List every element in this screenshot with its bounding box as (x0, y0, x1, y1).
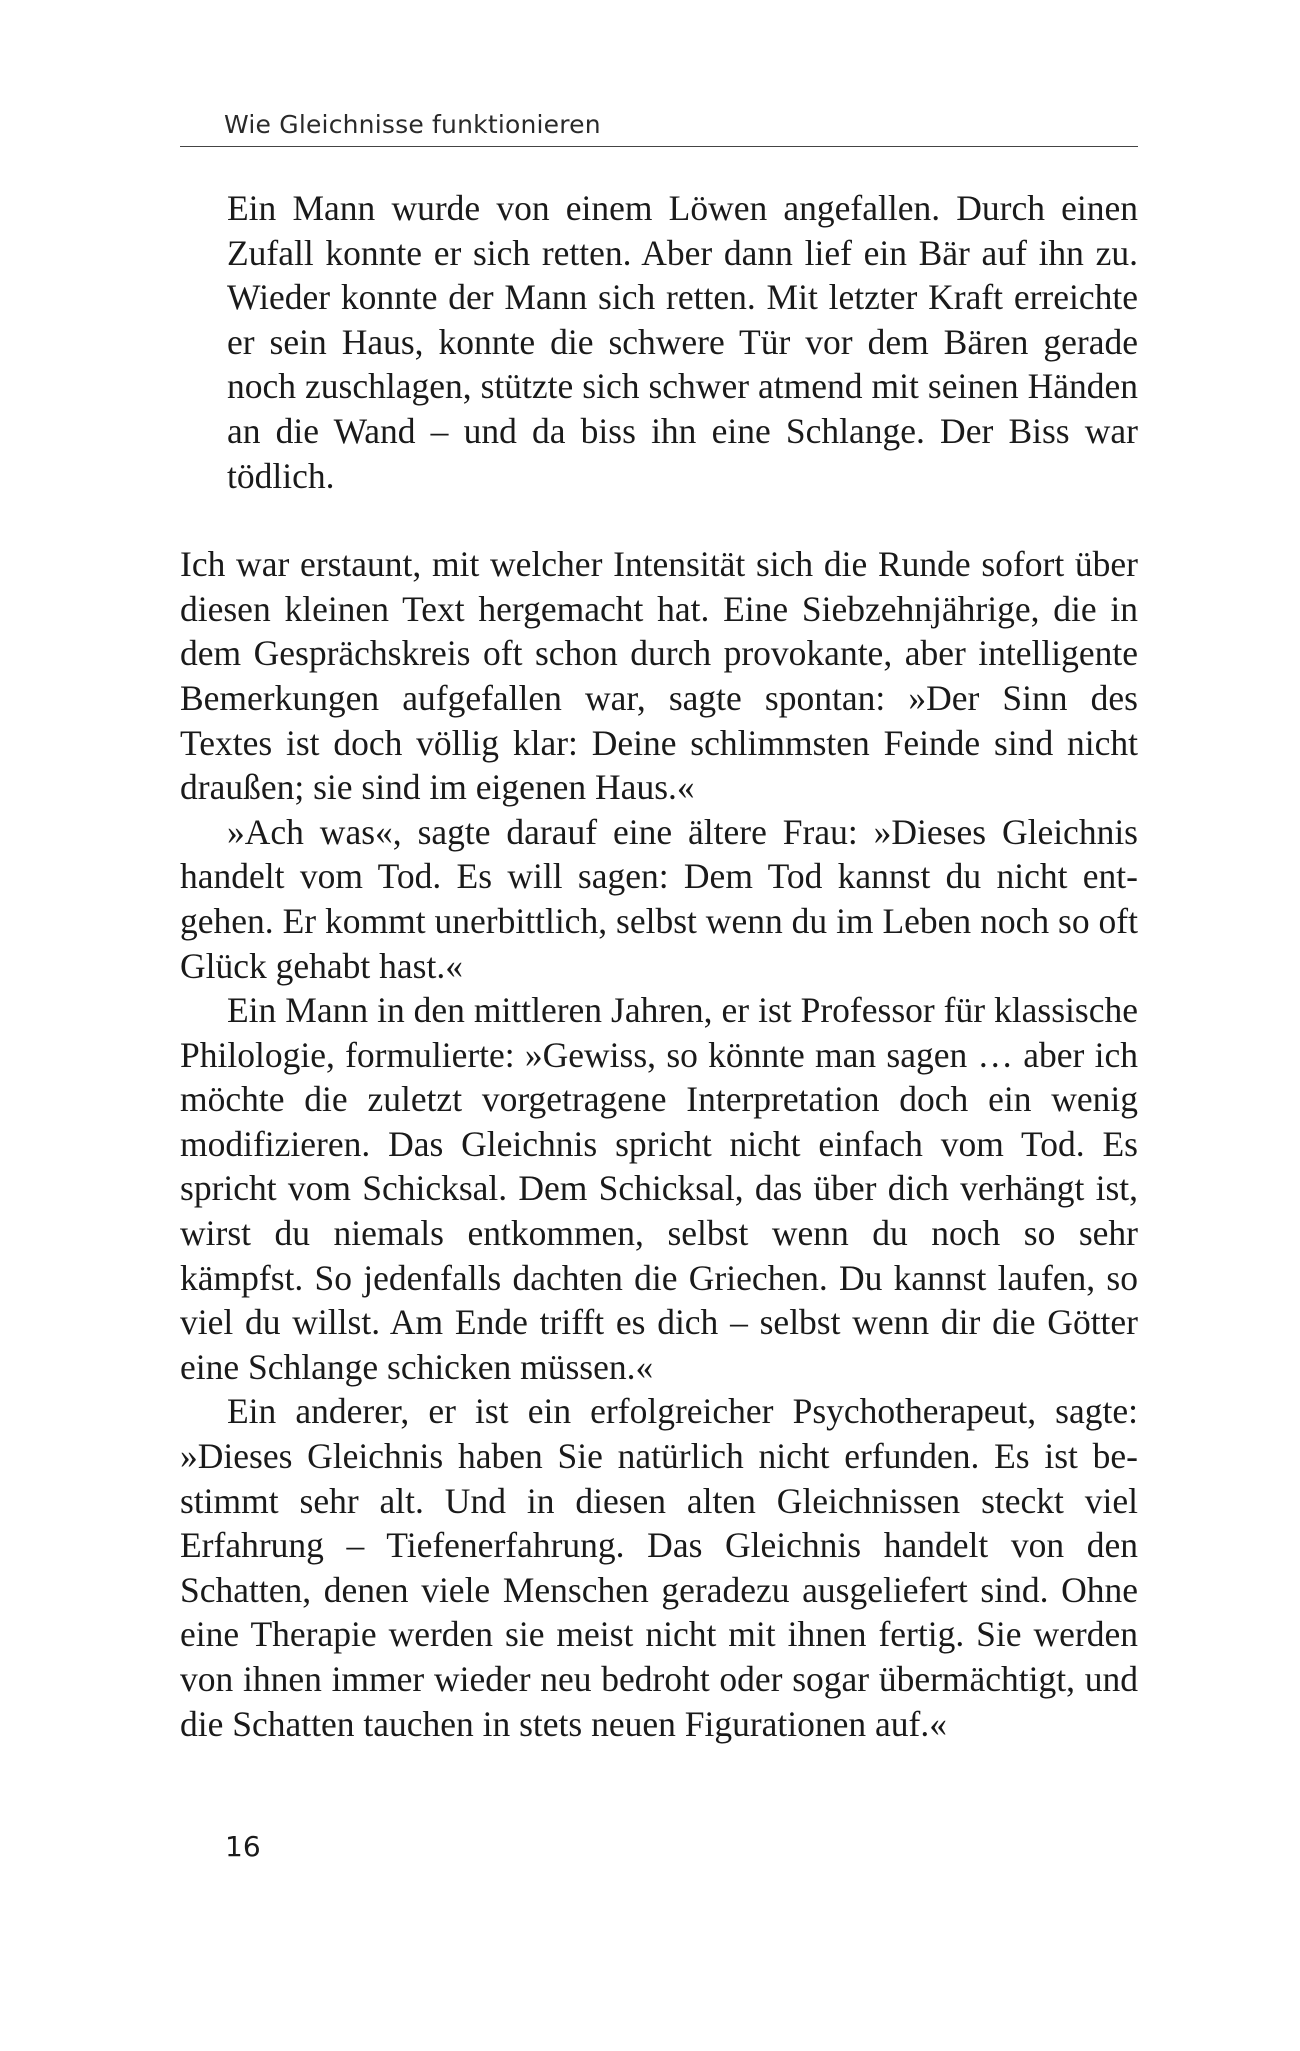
page-number: 16 (225, 1830, 261, 1863)
header-rule (180, 146, 1138, 147)
page-body (180, 186, 1138, 1746)
paragraph-psychotherapist: Ein anderer, er ist ein erfolgreicher Psychotherapeut, sagte: »Dieses Gleichnis haben Sie natürlich nicht erfunden. Es ist bestimmt sehr alt. Und in diesen alten Gleichnissen steckt viel Erfahrung – Tiefenerfahrung. Das Gleichnis handelt von den Schatten, denen viele Menschen geradezu ausgeliefert sind. Ohne eine Therapie werden sie meist nicht mit ihnen fertig. Sie werden von ihnen immer wieder neu bedroht oder sogar übermächtigt, und die Schatten tauchen in stets neuen Figurationen auf.« (180, 1391, 1138, 1744)
paragraph-intro: Ich war erstaunt, mit welcher Intensität sich die Runde sofort über diesen kleinen Text hergemacht hat. Eine Siebzehnjährige, die in dem Gesprächskreis oft schon durch provokante, aber intelligente Bemerkungen aufgefallen war, sagte spontan: »Der Sinn des Textes ist doch völlig klar: Deine schlimmsten Feinde sind nicht draußen; sie sind im eigenen Haus.« (180, 544, 1138, 808)
parable-quote: Ein Mann wurde von einem Löwen angefallen. Durch einen Zufall konnte er sich retten. Aber dann lief ein Bär auf ihn zu. Wieder konnte der Mann sich retten. Mit letzter Kraft erreichte er sein Haus, konnte die schwere Tür vor dem Bären gerade noch zuschlagen, stützte sich schwer atmend mit seinen Händen an die Wand – und da biss ihn eine Schlange. Der Biss war tödlich. (227, 188, 1138, 496)
paragraph-older-woman: »Ach was«, sagte darauf eine ältere Frau: »Dieses Gleichnis handelt vom Tod. Es will sagen: Dem Tod kannst du nicht entgehen. Er kommt unerbittlich, selbst wenn du im Leben noch so oft Glück gehabt hast.« (180, 811, 1138, 986)
paragraph-professor: Ein Mann in den mittleren Jahren, er ist Professor für klassische Philologie, formulierte: »Gewiss, so könnte man sagen … aber ich möchte die zuletzt vorgetragene Interpretation doch ein wenig modifizieren. Das Gleichnis spricht nicht einfach vom Tod. Es spricht vom Schicksal. Dem Schicksal, das über dich verhängt ist, wirst du niemals entkommen, selbst wenn du noch so sehr kämpfst. So jedenfalls dachten die Griechen. Du kannst laufen, so viel du willst. Am Ende trifft es dich – selbst wenn dir die Götter eine Schlange schicken müssen.« (180, 990, 1138, 1387)
running-header-title: Wie Gleichnisse funktionieren (224, 110, 601, 139)
